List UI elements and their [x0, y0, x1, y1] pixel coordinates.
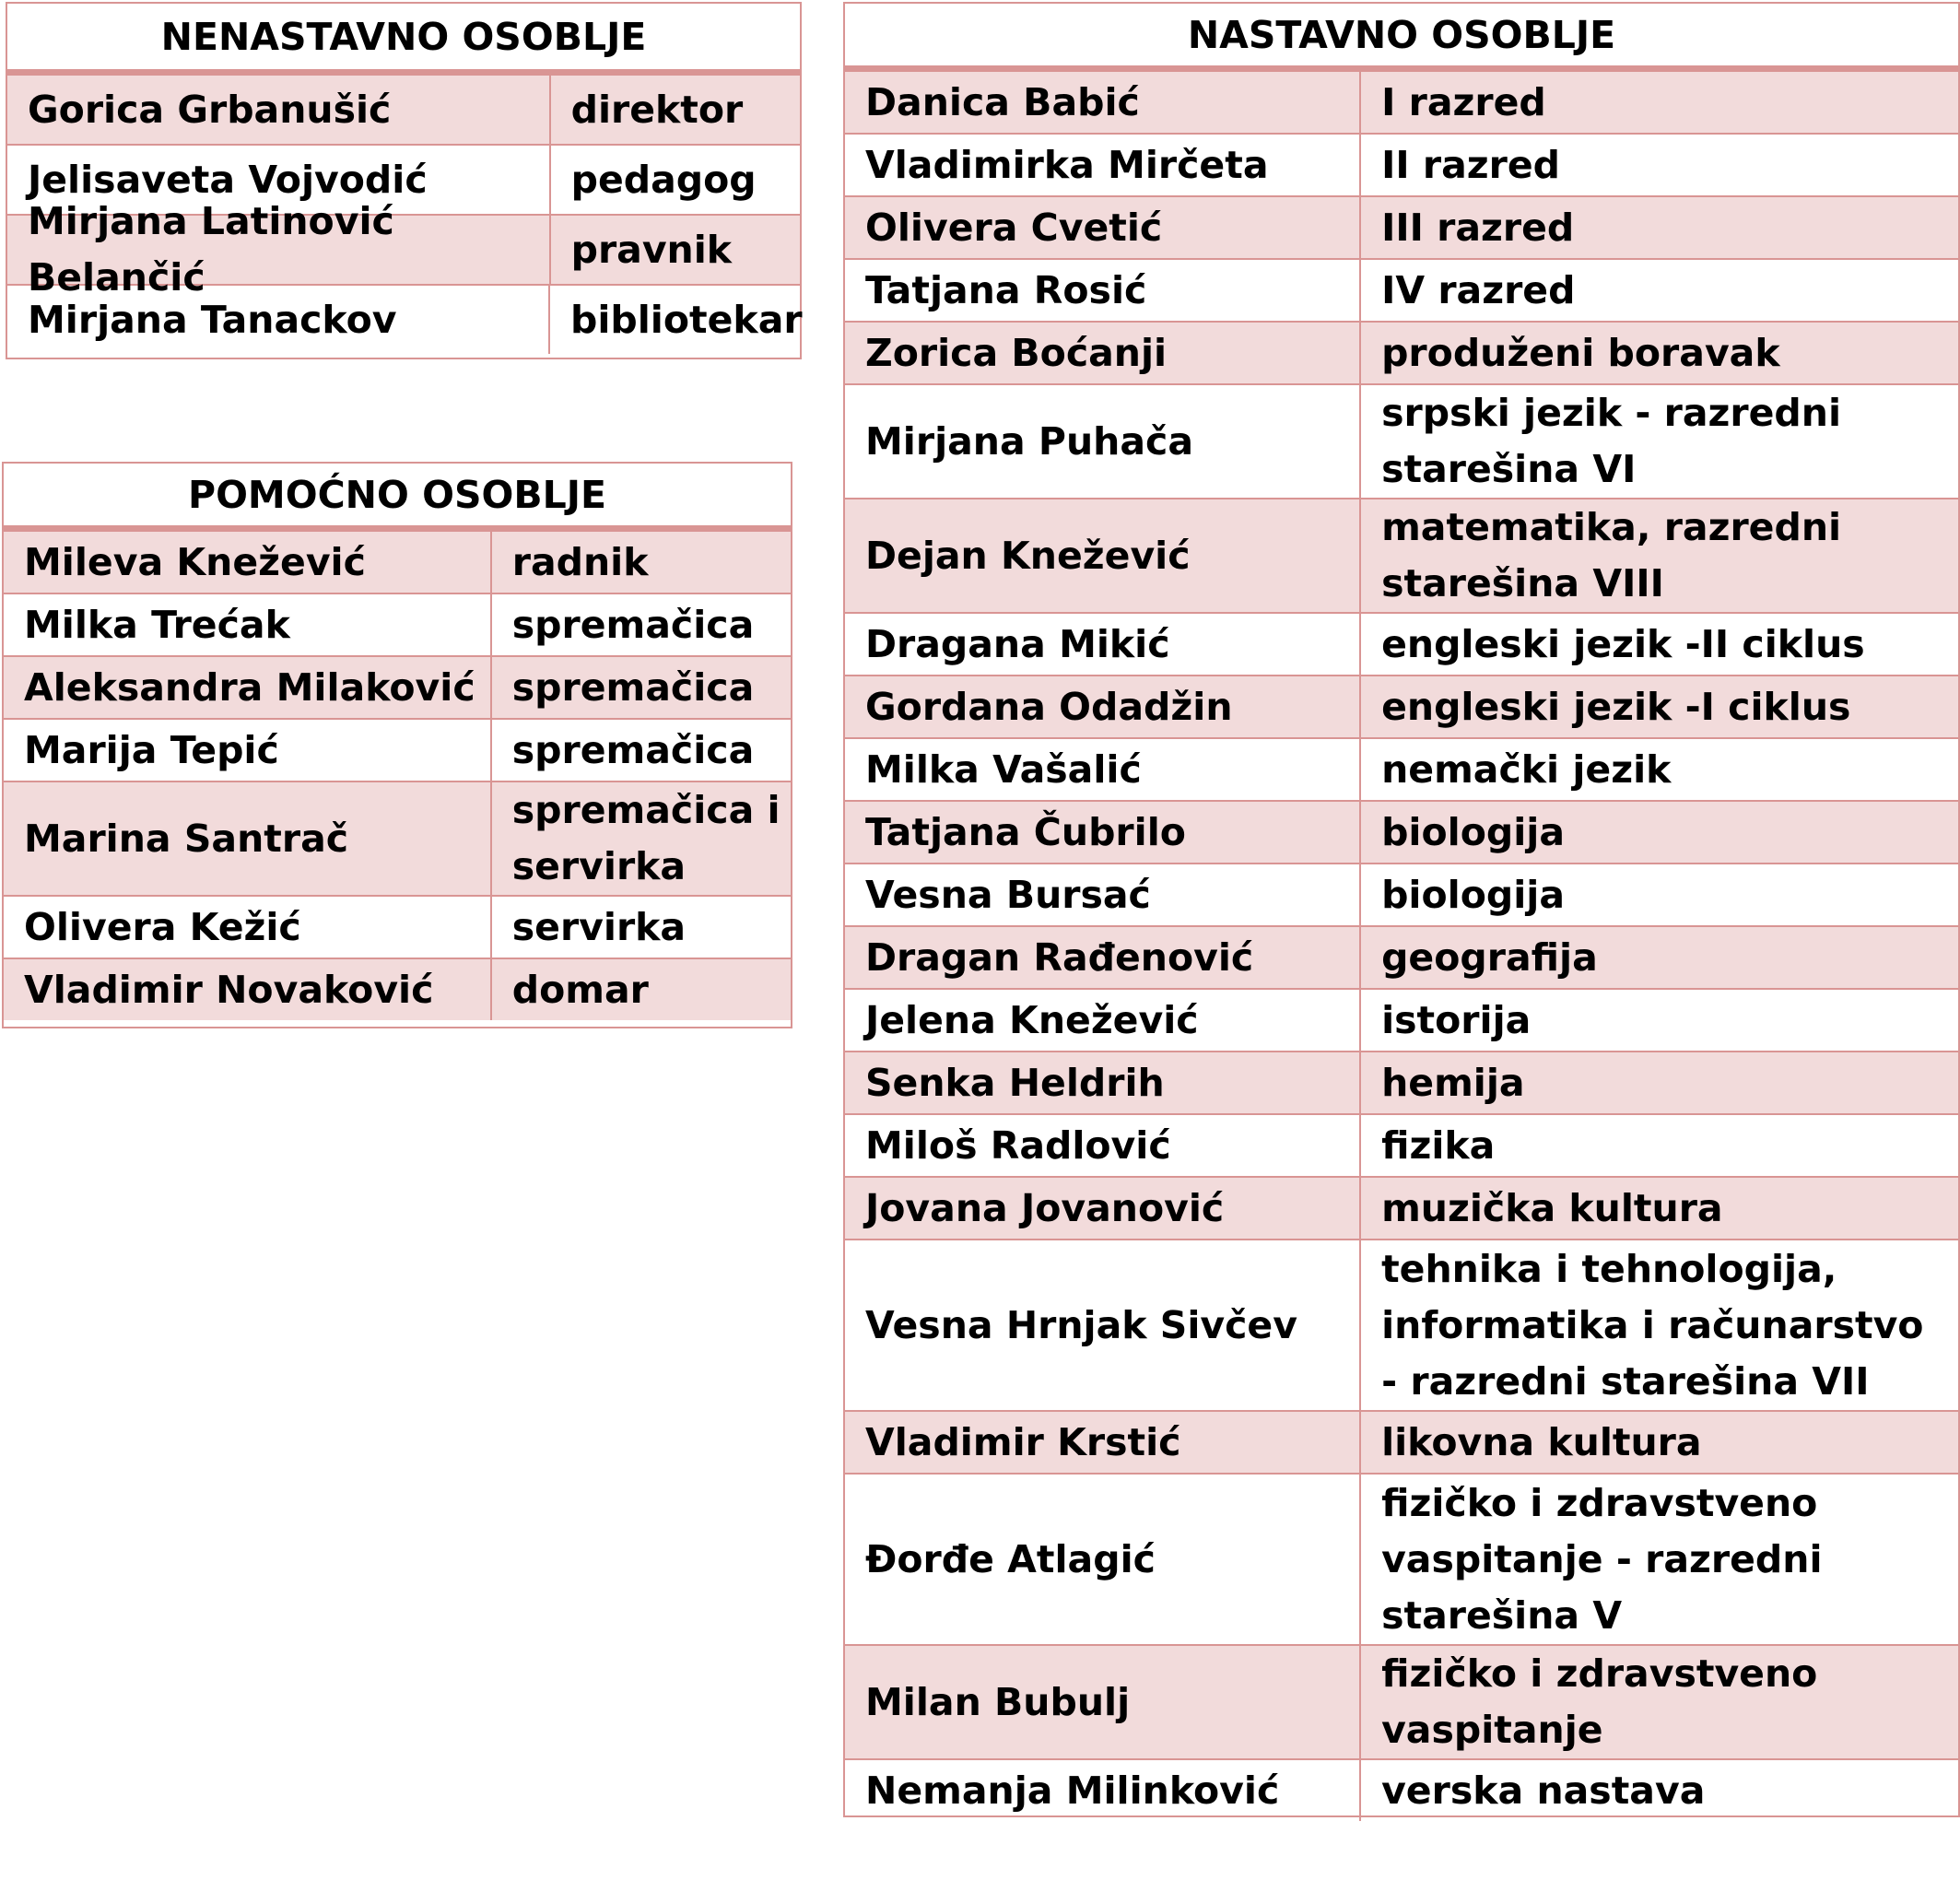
staff-role: hemija	[1381, 1060, 1525, 1105]
staff-role: istorija	[1381, 997, 1532, 1042]
staff-role: fizika	[1381, 1122, 1496, 1168]
table-row	[845, 863, 1958, 925]
staff-role: direktor	[570, 87, 744, 132]
staff-role: engleski jezik -I ciklus	[1381, 684, 1851, 729]
staff-name: Marina Santrač	[4, 782, 492, 895]
staff-name: Aleksandra Milaković	[4, 657, 492, 718]
table-row	[4, 781, 791, 895]
staff-name: Jelisaveta Vojvodić	[7, 146, 551, 214]
staff-role: spremačica i servirka	[511, 788, 780, 888]
staff-name: Mileva Knežević	[4, 532, 492, 593]
staff-name: Olivera Kežić	[4, 897, 492, 958]
table-row	[845, 1176, 1958, 1239]
staff-role: spremačica	[511, 727, 755, 772]
table-row	[845, 988, 1958, 1051]
staff-name: Jovana Jovanović	[845, 1178, 1361, 1239]
staff-name: Dejan Knežević	[845, 499, 1361, 612]
staff-name: Vladimir Novaković	[4, 959, 492, 1020]
table-row	[845, 133, 1958, 195]
staff-name: Mirjana Tanackov	[7, 286, 550, 354]
staff-name: Milka Trećak	[4, 594, 492, 655]
staff-name: Senka Heldrih	[845, 1052, 1361, 1113]
table-row	[845, 1644, 1958, 1758]
staff-name: Dragan Rađenović	[845, 927, 1361, 988]
table-row	[845, 612, 1958, 675]
staff-name: Miloš Radlović	[845, 1115, 1361, 1176]
table-row	[845, 195, 1958, 258]
nastavno-title: NASTAVNO OSOBLJE	[845, 4, 1958, 70]
staff-role: pravnik	[570, 227, 733, 272]
table-row	[4, 958, 791, 1020]
table-row	[845, 498, 1958, 612]
staff-name: Vesna Hrnjak Sivčev	[845, 1240, 1361, 1410]
staff-role: produženi boravak	[1381, 330, 1780, 375]
staff-role: biologija	[1381, 809, 1565, 854]
staff-role: biologija	[1381, 872, 1565, 917]
staff-role: geografija	[1381, 934, 1598, 980]
table-row	[845, 1758, 1958, 1821]
staff-name: Milan Bubulj	[845, 1646, 1361, 1758]
table-row	[845, 1051, 1958, 1113]
staff-role: spremačica	[511, 602, 755, 647]
table-row	[4, 895, 791, 958]
table-row	[7, 284, 803, 354]
staff-role: srpski jezik - razredni starešina VI	[1381, 391, 1842, 491]
staff-role: nemački jezik	[1381, 746, 1672, 792]
table-row	[4, 655, 791, 718]
pomocno-table	[2, 462, 792, 1028]
table-row	[845, 383, 1958, 498]
staff-role: IV razred	[1381, 267, 1576, 312]
staff-role: fizičko i zdravstveno vaspitanje - razredni starešina V	[1381, 1480, 1823, 1638]
table-row	[845, 321, 1958, 383]
staff-role: fizičko i zdravstveno vaspitanje	[1381, 1651, 1818, 1752]
staff-role: tehnika i tehnologija, informatika i računarstvo - razredni starešina VII	[1381, 1246, 1924, 1404]
staff-name: Jelena Knežević	[845, 990, 1361, 1051]
staff-name: Vladimir Krstić	[845, 1412, 1361, 1473]
nastavno-table	[843, 2, 1960, 1817]
table-row	[4, 593, 791, 655]
staff-role: matematika, razredni starešina VIII	[1381, 505, 1842, 605]
table-row	[845, 925, 1958, 988]
table-row	[845, 70, 1958, 133]
table-row	[4, 718, 791, 781]
staff-role: radnik	[511, 539, 649, 584]
table-row	[845, 737, 1958, 800]
staff-role: III razred	[1381, 205, 1575, 250]
staff-role: bibliotekar	[570, 297, 803, 342]
staff-name: Đorđe Atlagić	[845, 1475, 1361, 1644]
staff-role: servirka	[511, 904, 687, 949]
staff-name: Dragana Mikić	[845, 614, 1361, 675]
staff-role: II razred	[1381, 142, 1560, 187]
staff-role: muzička kultura	[1381, 1185, 1723, 1230]
pomocno-title: POMOĆNO OSOBLJE	[4, 464, 791, 530]
nenastavno-table	[6, 2, 802, 359]
staff-name: Tatjana Čubrilo	[845, 802, 1361, 863]
staff-name: Gorica Grbanušić	[7, 76, 551, 144]
staff-name: Olivera Cvetić	[845, 197, 1361, 258]
table-row	[845, 1410, 1958, 1473]
nenastavno-title: NENASTAVNO OSOBLJE	[7, 4, 800, 74]
staff-name: Nemanja Milinković	[845, 1760, 1361, 1821]
staff-name: Marija Tepić	[4, 720, 492, 781]
staff-name: Danica Babić	[845, 72, 1361, 133]
staff-role: engleski jezik -II ciklus	[1381, 621, 1865, 666]
staff-role: spremačica	[511, 664, 755, 710]
staff-role: pedagog	[570, 157, 757, 202]
table-row	[845, 1113, 1958, 1176]
staff-name: Gordana Odadžin	[845, 676, 1361, 737]
table-row	[845, 258, 1958, 321]
staff-role: domar	[511, 967, 649, 1012]
staff-name: Vladimirka Mirčeta	[845, 135, 1361, 195]
staff-name: Milka Vašalić	[845, 739, 1361, 800]
staff-name: Mirjana Latinović Belančić	[7, 216, 551, 284]
staff-name: Tatjana Rosić	[845, 260, 1361, 321]
table-row	[845, 1473, 1958, 1644]
table-row	[845, 1239, 1958, 1410]
table-row	[845, 800, 1958, 863]
staff-name: Zorica Boćanji	[845, 323, 1361, 383]
staff-role: I razred	[1381, 79, 1546, 124]
table-row	[845, 675, 1958, 737]
staff-role: likovna kultura	[1381, 1419, 1702, 1464]
table-row	[7, 199, 800, 300]
staff-role: verska nastava	[1381, 1768, 1706, 1813]
staff-name: Mirjana Puhača	[845, 385, 1361, 498]
table-row	[7, 74, 800, 144]
staff-name: Vesna Bursać	[845, 864, 1361, 925]
table-row	[4, 530, 791, 593]
